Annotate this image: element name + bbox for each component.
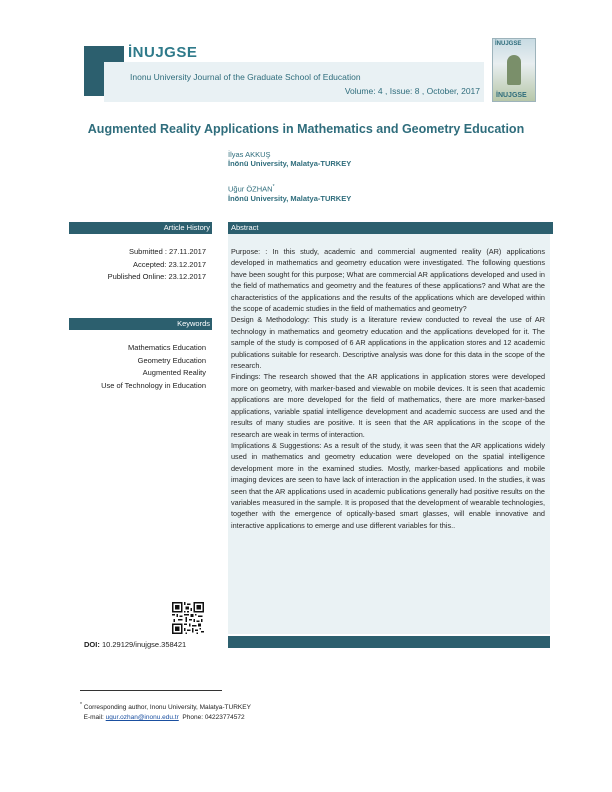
email-link[interactable]: ugur.ozhan@inonu.edu.tr xyxy=(105,714,179,722)
abstract-footer-bar xyxy=(228,636,550,648)
cover-title: İNUJGSE xyxy=(495,41,522,47)
history-submitted: Submitted : 27.11.2017 xyxy=(129,247,206,256)
abstract-text xyxy=(231,246,545,531)
email-label: E-mail: xyxy=(83,714,104,722)
keywords-list xyxy=(69,342,206,392)
cover-bottom-label: İNUJGSE xyxy=(496,92,527,99)
history-accepted: Accepted: 23.12.2017 xyxy=(133,259,206,269)
footnote-line2 xyxy=(80,713,251,723)
article-history-header: Article History xyxy=(69,222,212,234)
doi-label: DOI: xyxy=(84,640,100,649)
abstract-implications: Implications & Suggestions: As a result of the study, it was seen that the AR applications widely used in mathematics and geometry education were developed on the spatial intelligence development more in the examined studies. Mostly, marker-based applications and mobile imaging devices are seen to have lack of interaction in the application used. In the studies, it was seen that the AR applications used in academic publications generally had positive results on the variables measured in the sample. It is proposed that the development of wearable technologies, together with the emergence of optically-based smart glasses, will enable innovative and interactive applications to emerge and use different variables for this.. xyxy=(231,440,545,530)
author-affiliation: İnönü University, Malatya-TURKEY xyxy=(228,159,352,168)
keyword-item: Geometry Education xyxy=(137,355,206,365)
footnote xyxy=(80,700,251,723)
abstract-header: Abstract xyxy=(228,222,553,234)
keyword-item: Augmented Reality xyxy=(142,368,206,377)
author-name: Uğur ÖZHAN* xyxy=(228,184,275,194)
history-published: Published Online: 23.12.2017 xyxy=(107,272,206,281)
abstract-design: Design & Methodology: This study is a literature review conducted to reveal the use of AR technology in mathematics and geometry education and the applications developed for it. The sample of the study is composed of 6 AR applications in the application stores and 12 academic publications suitable for research. Descriptive analysis was done for this data in the scope of the research. xyxy=(231,315,545,371)
author-marker: * xyxy=(272,184,275,190)
author-name: İlyas AKKUŞ xyxy=(228,150,271,159)
journal-name: Inonu University Journal of the Graduate School of Education xyxy=(130,72,361,82)
journal-cover-thumbnail xyxy=(492,38,536,102)
qr-code-icon xyxy=(172,602,204,634)
footnote-rule xyxy=(80,690,222,691)
keyword-item: Use of Technology in Education xyxy=(101,380,206,390)
abstract-purpose: Purpose: : In this study, academic and commercial augmented reality (AR) applications developed in mathematics and geometry education were investigated. The following questions have been sought for this purpose; What are commercial AR applications developed and used in the field of mathematics and geometry and the features of these applications? and What are the characteristics of the applications and the results of the applications which are developed within the scope of academic studies in the field of mathematics and geometry? xyxy=(231,247,545,314)
header-band xyxy=(104,62,484,102)
author-2 xyxy=(228,184,351,203)
author-affiliation: İnönü University, Malatya-TURKEY xyxy=(228,193,352,203)
keyword-item: Mathematics Education xyxy=(128,343,206,352)
journal-logo: İNUJGSE xyxy=(128,44,198,61)
abstract-findings: Findings: The research showed that the AR applications in application stores were developed more on geometry, with marker-based and viewable on mobile devices. It is seen that academic applications are more developed for the field of mathematics, there are more marker-based applications, variable spatial intelligence development and academic success are used and the results of many studies are positive. It is seen that the AR applications in the scope of the research are weak in terms of interaction. xyxy=(231,372,545,439)
phone: Phone: 04223774572 xyxy=(182,714,245,722)
cover-figure xyxy=(507,55,521,85)
footnote-line1: * Corresponding author, Inonu University, Malatya-TURKEY xyxy=(80,702,251,712)
article-history xyxy=(69,246,206,284)
issue-info: Volume: 4 , Issue: 8 , October, 2017 xyxy=(344,86,480,96)
author-1 xyxy=(228,150,351,168)
paper-title: Augmented Reality Applications in Mathematics and Geometry Education xyxy=(87,122,525,136)
keywords-header: Keywords xyxy=(69,318,212,330)
doi xyxy=(84,640,186,649)
doi-value[interactable]: 10.29129/inujgse.358421 xyxy=(101,640,187,649)
